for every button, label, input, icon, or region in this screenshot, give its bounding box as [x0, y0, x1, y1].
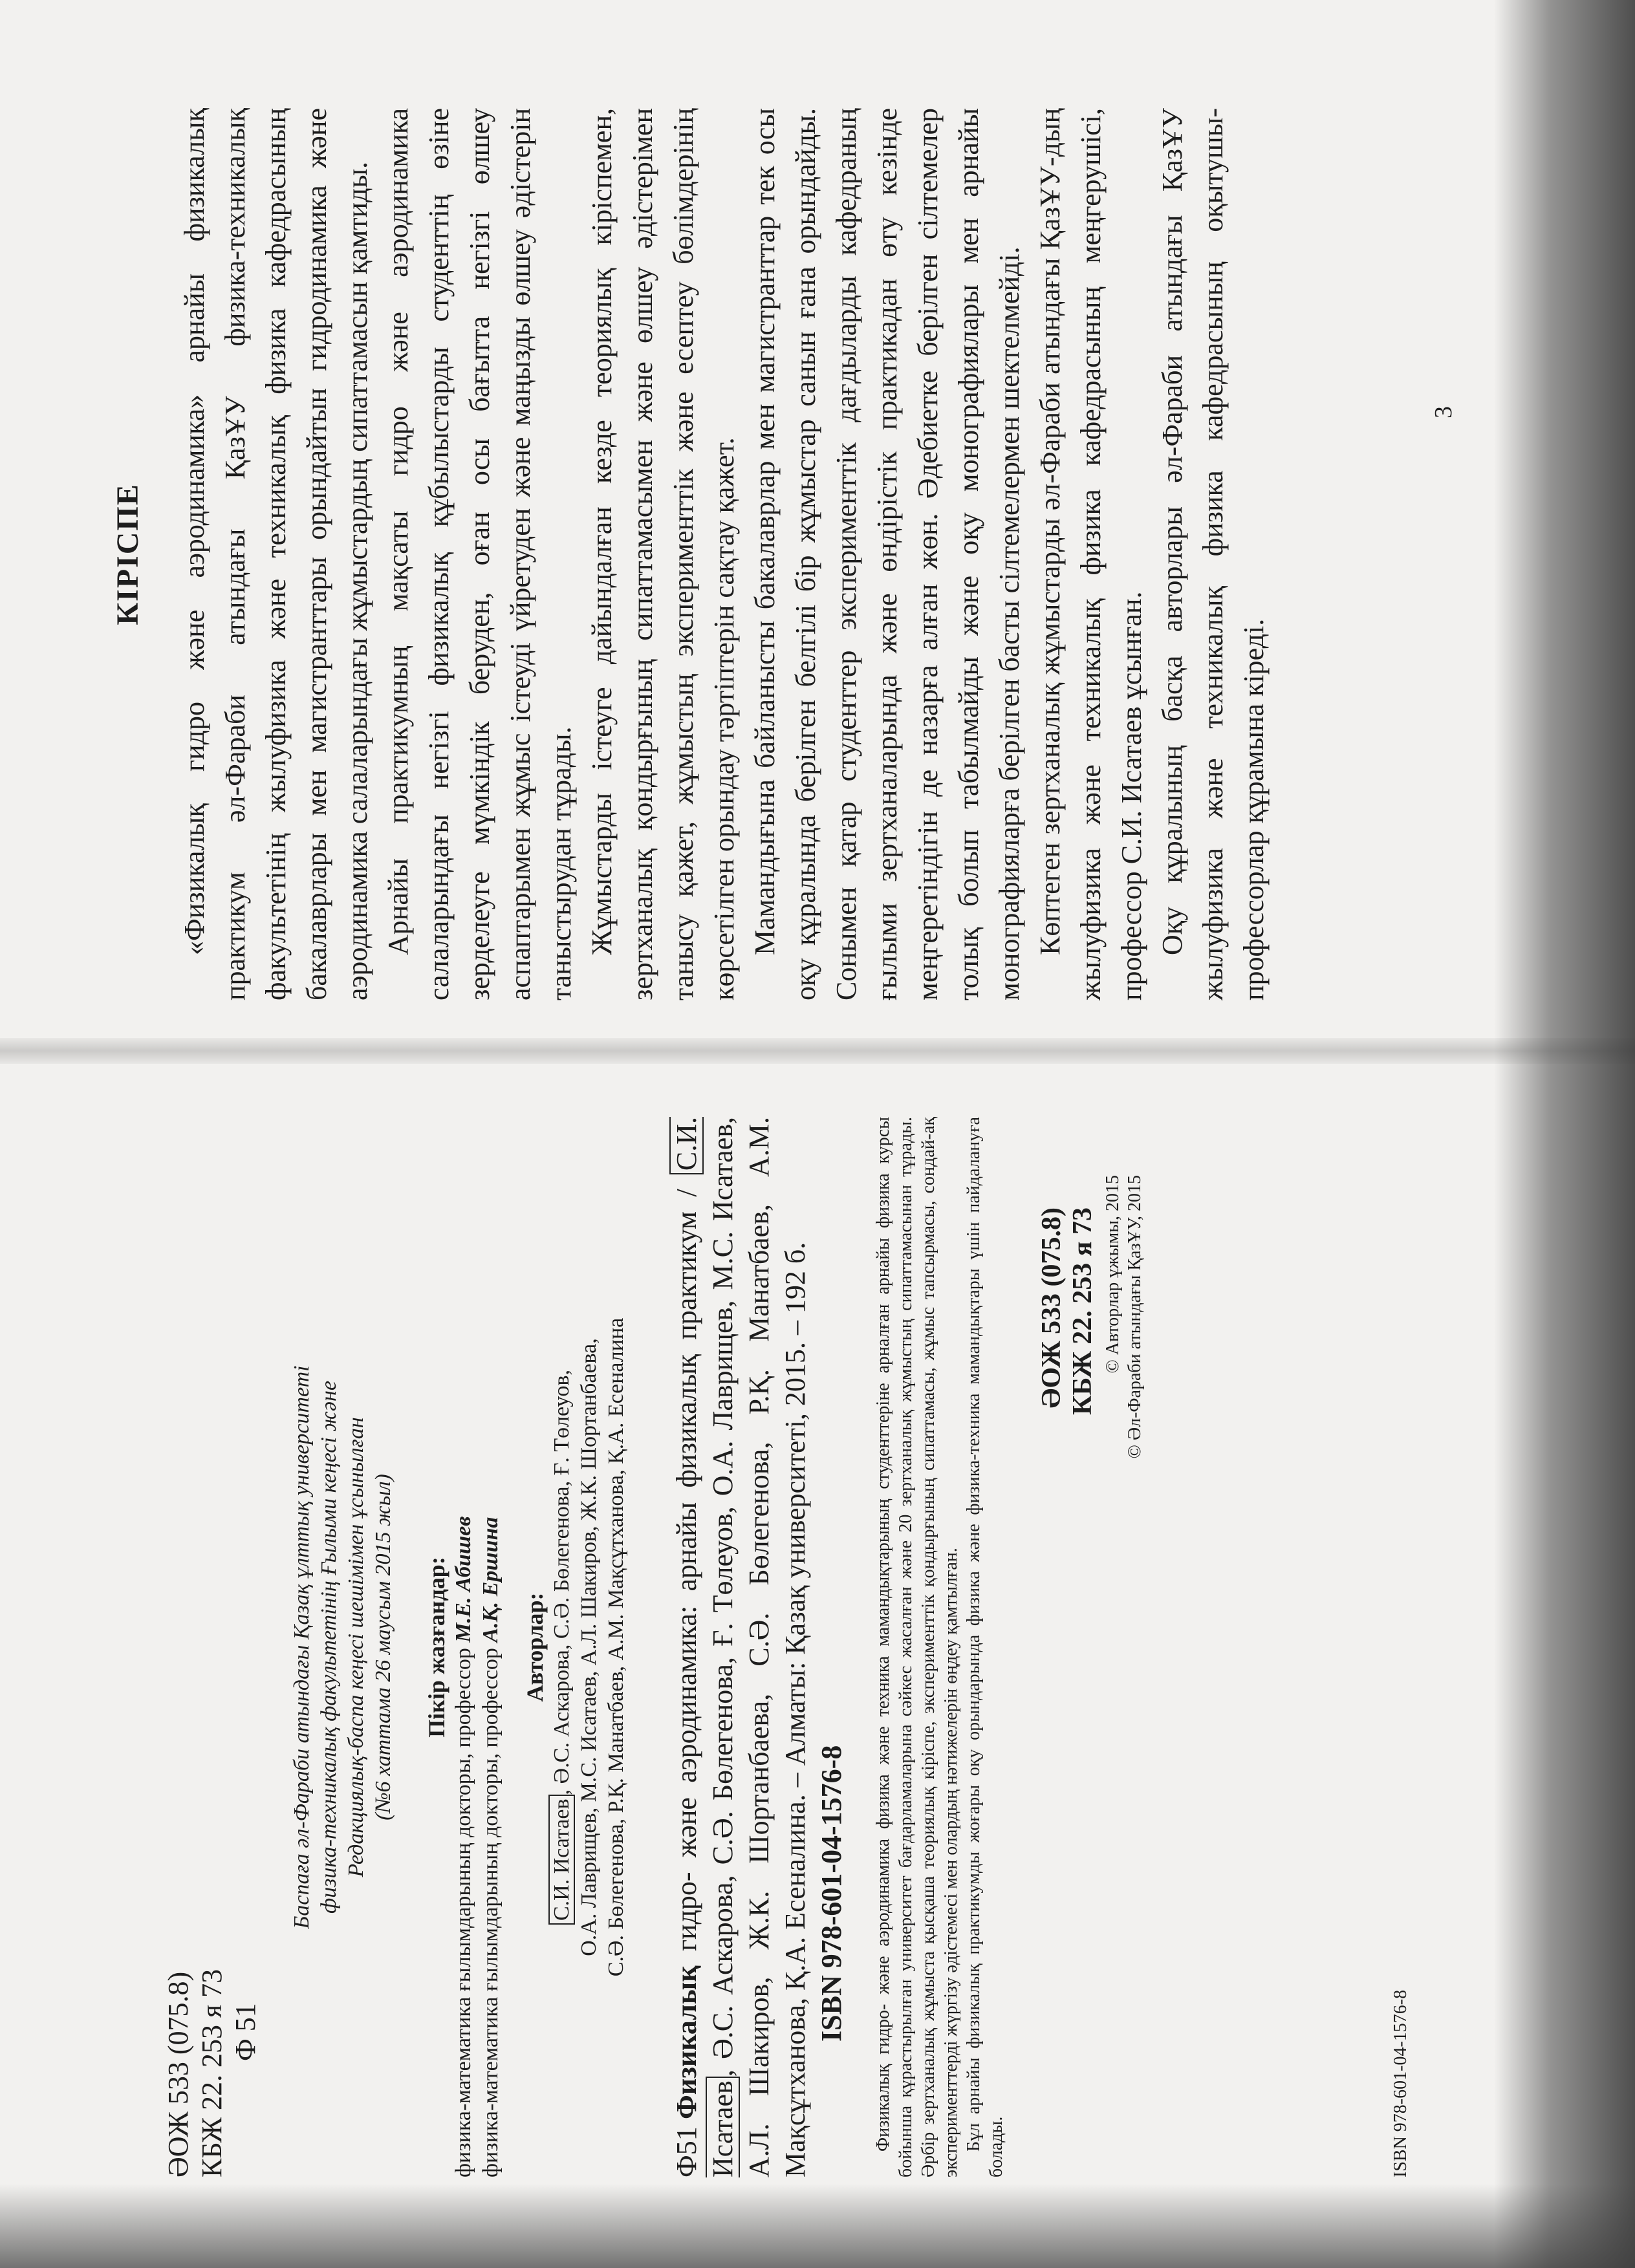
imprint-page — [162, 1117, 1411, 2177]
intro-paragraph: Оқу құралының басқа авторлары әл-Фараби атындағы ҚазҰУ жылуфизика және техникалық физика кафедрасының оқытушы-профессорлар құрамына кіреді. — [1156, 108, 1270, 1000]
udc-code: ӘОЖ 533 (075.8) — [162, 1971, 194, 2177]
copyright-university: © Әл-Фараби атындағы ҚазҰУ, 2015 — [1125, 1175, 1145, 1459]
entry-title: гидро- және аэродинамика: арнайы физикалық практикум / — [671, 1174, 702, 1966]
cutter-code: Ф 51 — [230, 2003, 261, 2061]
reviewer-2-name: А.Қ. Ершина — [479, 1517, 503, 1643]
scan-edge-shadow-left — [0, 2184, 1635, 2268]
intro-paragraph: Көптеген зертханалық жұмыстарды әл-Фараби атындағы ҚазҰУ-дың жылуфизика және техникалық физика кафедрасының меңгерушісі, профессор С.И. Исатаев ұсынған. — [1034, 108, 1147, 1000]
reviewer-2 — [477, 1117, 504, 2177]
authors-line-3: С.Ә. Бөлегенова, Р.Қ. Манатбаев, А.М. Мақсұтханова, Қ.А. Есеналина — [604, 1317, 628, 1977]
authors-line-2: О.А. Лаврищев, М.С. Исатаев, А.Л. Шакиров, Ж.К. Шортанбаева, — [577, 1338, 601, 1956]
page-number: 3 — [1430, 406, 1457, 418]
reviewer-1-name: М.Е. Абишев — [451, 1516, 475, 1643]
reviewer-1 — [450, 1117, 477, 2177]
copyright-authors: © Авторлар ұжымы, 2015 — [1103, 1175, 1123, 1374]
publication-note — [288, 1117, 397, 2177]
annotation-paragraph-1: Физикалық гидро- және аэродинамика физика және техника мамандықтарының студенттеріне арналған арнайы физика курсы бойынша құрастырылған университет бағдарламаларына сәйкес жасалған және 20 зертханалық жұмыстың сипаттамасынан тұрады. Әрбір зертханалық жұмыста қысқаша теориялық кіріспе, эксперименттік қондырғының сипаттамасы, жұмыс тапсырмасы, сондай-ақ эксперименттерді жүргізу әдістемесі мен олардың нәтижелерін өңдеу қамтылған. — [873, 1117, 961, 2177]
authors-line-1-rest: , Ә.С. Аскарова, С.Ә. Бөлегенова, Ғ. Төлеуов, — [550, 1370, 574, 1795]
authors-block — [521, 1117, 630, 2177]
entry-title-bold: Физикалық — [671, 1965, 702, 2119]
classification-codes — [162, 1117, 263, 2177]
publication-note-line: (№6 хаттама 26 маусым 2015 жыл) — [371, 1474, 395, 1820]
reviewers-block — [423, 1117, 504, 2177]
bbk-code: КБЖ 22. 253 я 73 — [196, 1969, 228, 2177]
entry-authors-imprint: , Ә.С. Аскарова, С.Ә. Бөлегенова, Ғ. Төлеуов, О.А. Лаврищев, М.С. Исатаев, А.Л. Шакиров, Ж.К. Шортанбаева, С.Ә. Бөлегенова, Р.Қ. Манатбаев, А.М. Мақсұтханова, Қ.А. Есеналина. – Алматы: Қазақ университеті, 2015. – 192 б. — [707, 1117, 811, 2177]
introduction-page — [110, 108, 1274, 1000]
copyright-block — [1102, 1117, 1146, 2177]
authors-heading: Авторлар: — [522, 1592, 548, 1702]
intro-paragraph: Жұмыстарды істеуге дайындалған кезде теориялық кіріспемен, зертханалық қондырғының сипаттамасымен және өлшеу әдістерімен танысу қажет, жұмыстың эксперименттік және есептеу бөлімдерінің көрсетілген орындау тәртіптерін сақтау қажет. — [586, 108, 740, 1000]
udc-code-bold: ӘОЖ 533 (075.8) — [1037, 1207, 1067, 1409]
reviewer-2-degree: физика-математика ғылымдарының докторы, профессор — [479, 1642, 503, 2177]
reviewer-1-degree: физика-математика ғылымдарының докторы, профессор — [451, 1642, 475, 2177]
scan-edge-shadow — [1494, 0, 1635, 2268]
publication-note-line: физика-техникалық факультетінің Ғылыми кеңесі және — [317, 1381, 341, 1914]
book-spine — [0, 1038, 1635, 1064]
annotation-paragraph-2: Бұл арнайы физикалық практикумды жоғары оқу орындарында физика және физика-техника мамандықтары үшін пайдалануға болады. — [964, 1117, 1006, 2177]
publication-note-line: Баспаға әл-Фараби атындағы Қазақ ұлттық университеті — [290, 1365, 314, 1929]
intro-paragraph: Арнайы практикумның мақсаты гидро және аэродинамика салаларындағы негізгі физикалық құбылыстарды студенттің өзіне зерделеуге мүмкіндік беруден, оған осы бағытта негізгі өлшеу аспаптарымен жұмыс істеуді үйретуден және маңызды өлшеу әдістерін таныстырудан тұрады. — [382, 108, 577, 1000]
entry-isbn: ISBN 978-601-04-1576-8 — [816, 1745, 847, 2042]
entry-boxed-author: С.И. Исатаев — [671, 1117, 739, 2177]
introduction-title: КІРІСПЕ — [111, 483, 145, 625]
bbk-code-bold: КБЖ 22. 253 я 73 — [1068, 1207, 1098, 1415]
reviewers-heading: Пікір жазғандар: — [424, 1557, 449, 1738]
entry-code: Ф51 — [671, 2126, 702, 2177]
publication-note-line: Редакциялық-баспа кеңесі шешімімен ұсынылған — [344, 1417, 368, 1877]
authors-line-1 — [548, 1117, 576, 2177]
classification-codes-bold — [1036, 1117, 1098, 2177]
isbn-footer: ISBN 978-601-04-1576-8 — [1391, 1989, 1411, 2177]
intro-paragraph: Мамандығына байланысты бакалаврлар мен магистранттар тек осы оқу құралында берілген белгілі бір жұмыстар санын ғана орындайды. Сонымен қатар студенттер эксперименттік дағдыларды кафедраның ғылыми зертханаларында және өндірістік практикадан өту кезінде меңгеретіндігін де назарға алған жөн. Әдебиетке берілген сілтемелер толық болып табылмайды және оқу монографиялары мен арнайы монографияларға берілген басты сілтемелермен шектелмейді. — [749, 108, 1025, 1000]
boxed-author-name: С.И. Исатаев — [548, 1795, 575, 1925]
intro-paragraph: «Физикалық гидро және аэродинамика» арнайы физикалық практикум әл-Фараби атындағы ҚазҰУ физика-техникалық факультетінің жылуфизика және техникалық физика кафедрасының бакалаврлары мен магистранттары орындайтын гидродинамика және аэродинамика салаларындағы жұмыстардың сипаттамасын қамтиды. — [179, 108, 373, 1000]
catalog-entry — [669, 1117, 850, 2177]
